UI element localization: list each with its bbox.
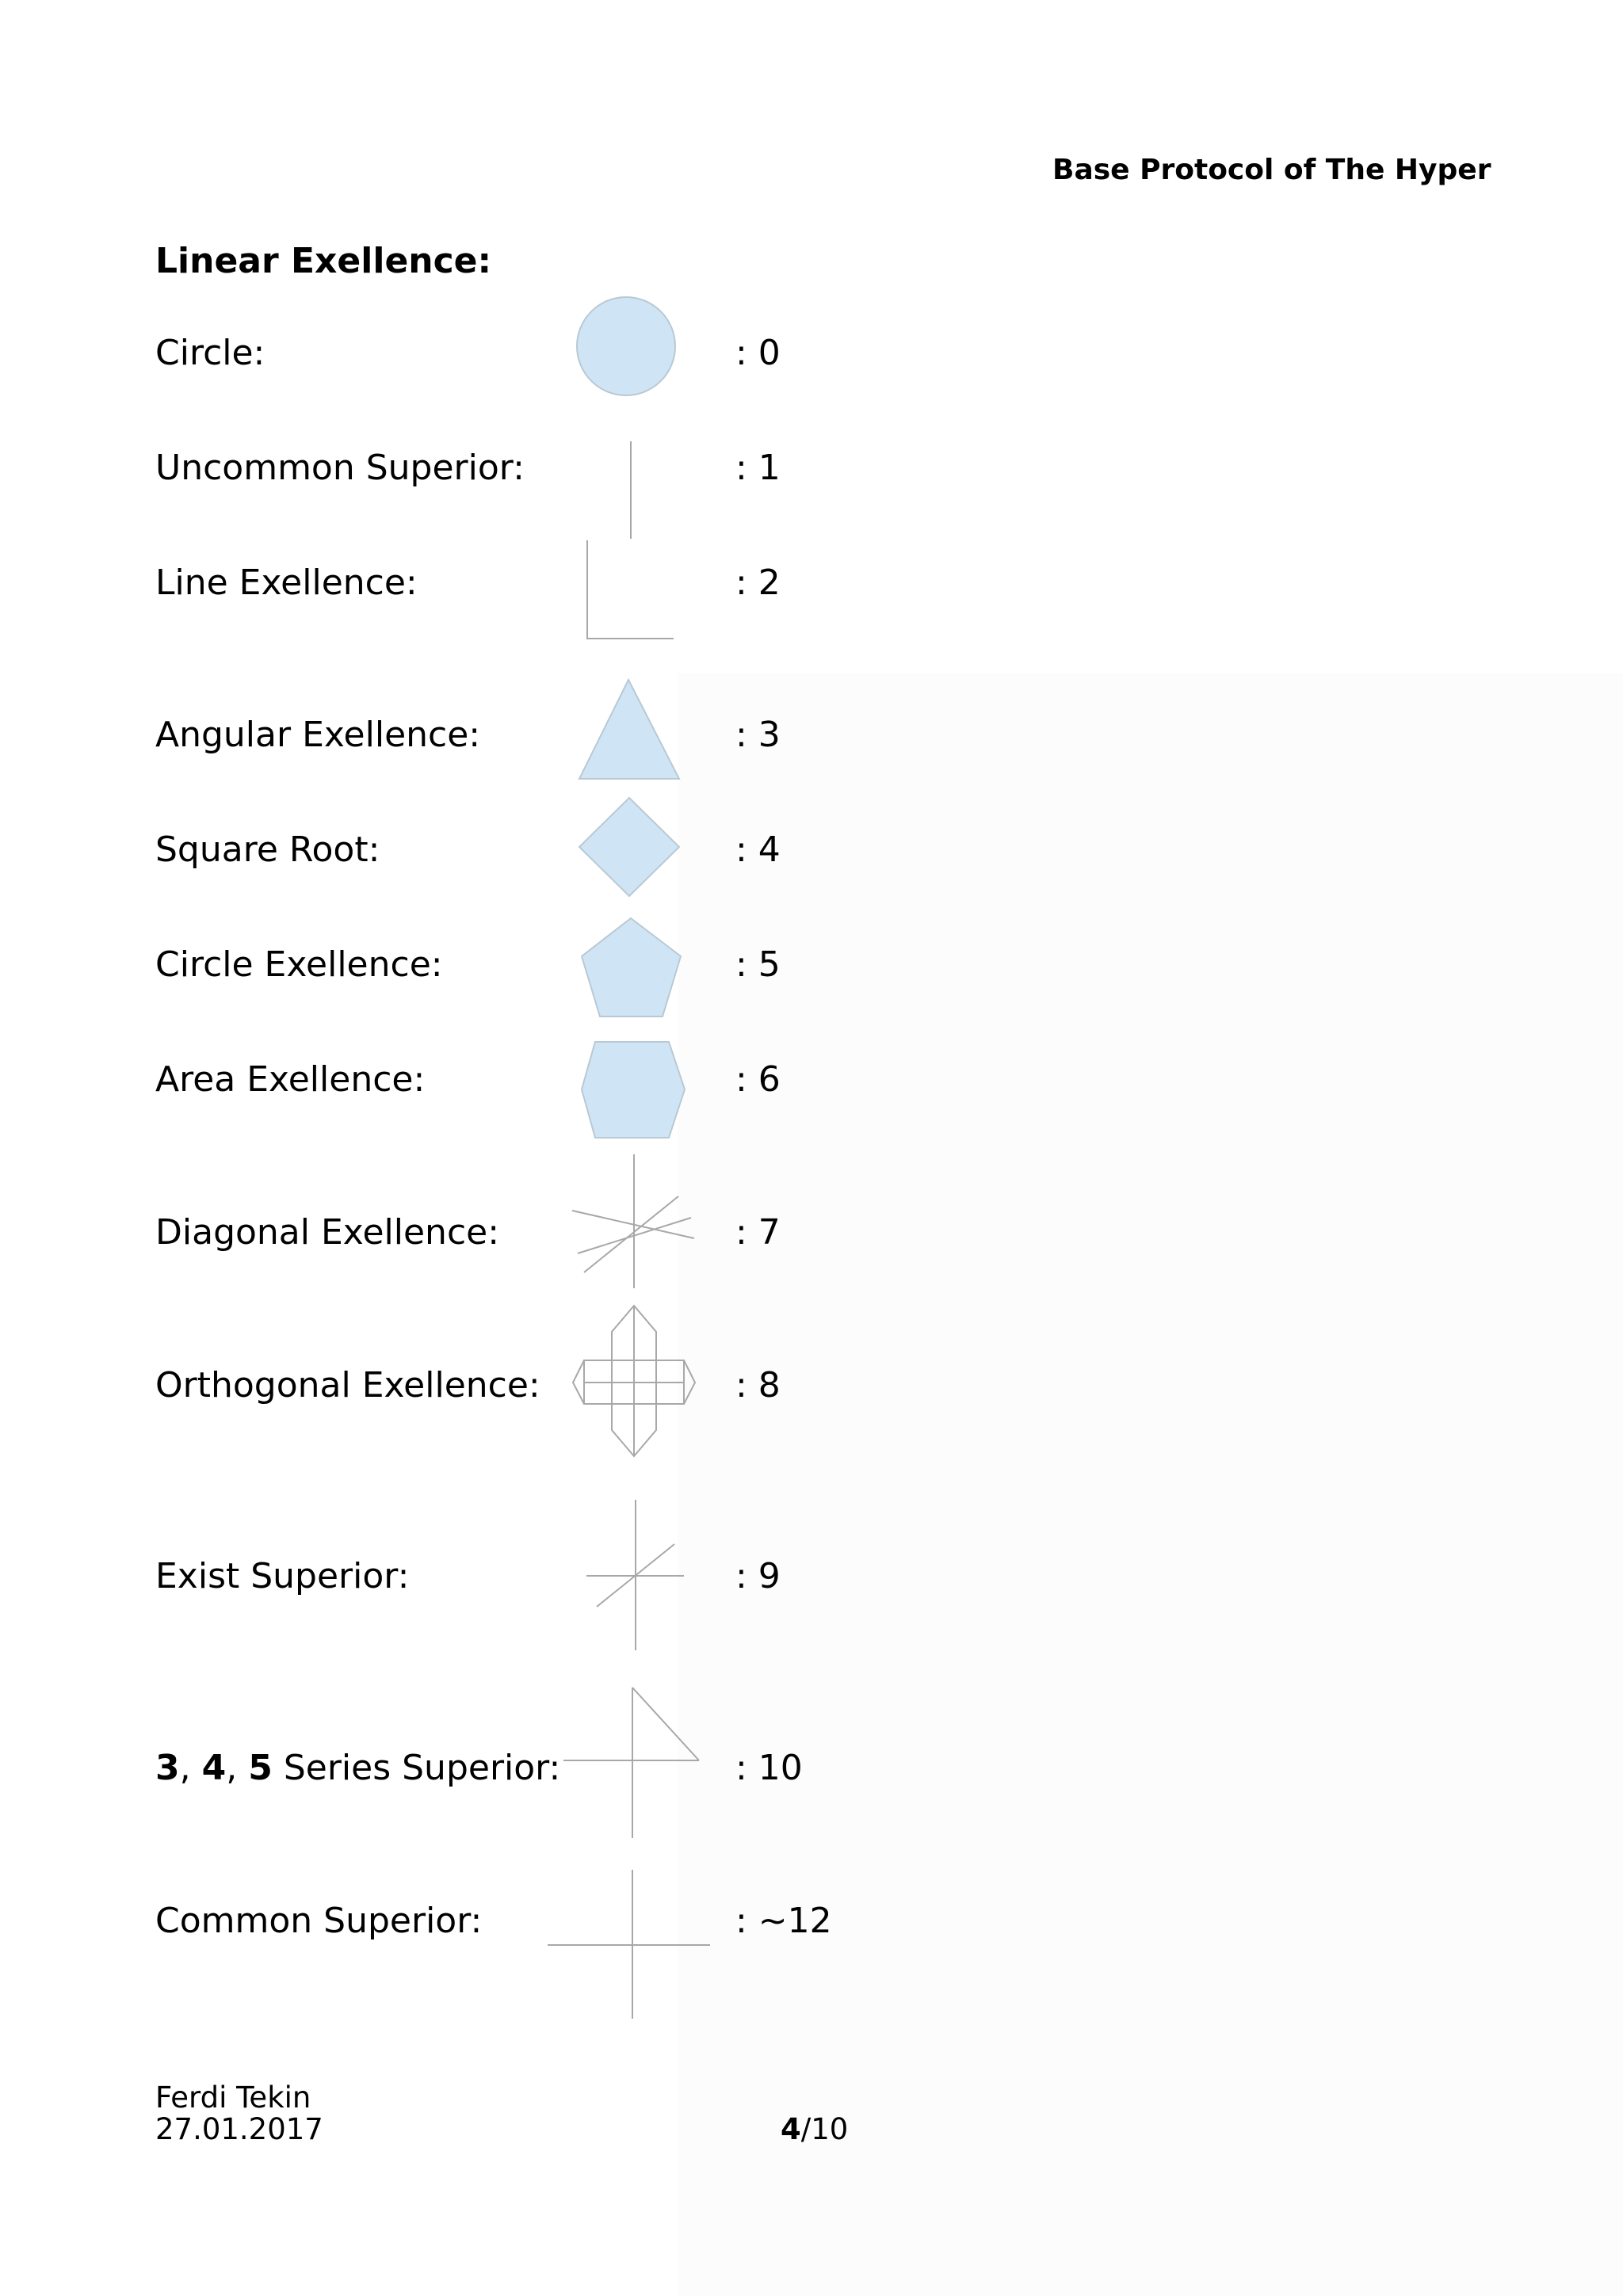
page-number	[781, 2112, 848, 2146]
row-label-exist-superior: Exist Superior:	[155, 1556, 410, 1596]
star-lines-icon	[572, 1154, 694, 1288]
row-value-exist-superior: : 9	[735, 1556, 781, 1596]
series-number-4: 4	[201, 1748, 227, 1788]
row-label-line-exellence: Line Exellence:	[155, 563, 418, 603]
row-value-series-superior: : 10	[735, 1748, 803, 1788]
grid-crystal-icon	[573, 1306, 695, 1456]
row-label-area-exellence: Area Exellence:	[155, 1059, 426, 1100]
row-label-angular-exellence: Angular Exellence:	[155, 715, 481, 755]
series-separator-2: ,	[226, 1748, 249, 1788]
cross-diagonal-icon	[586, 1500, 684, 1650]
row-value-uncommon-superior: : 1	[735, 448, 781, 488]
row-value-orthogonal-exellence: : 8	[735, 1365, 781, 1405]
row-label-square-root: Square Root:	[155, 830, 380, 870]
cross-icon	[548, 1870, 710, 2019]
row-value-square-root: : 4	[735, 830, 781, 870]
header-title: Base Protocol of The Hyper	[1052, 154, 1491, 186]
row-label-orthogonal-exellence: Orthogonal Exellence:	[155, 1365, 540, 1405]
right-angle-icon	[587, 540, 674, 639]
hexagon-icon	[582, 1042, 685, 1138]
row-label-circle-exellence: Circle Exellence:	[155, 944, 443, 985]
row-value-common-superior: : ~12	[735, 1901, 832, 1941]
row-value-area-exellence: : 6	[735, 1059, 781, 1100]
row-label-common-superior: Common Superior:	[155, 1901, 483, 1941]
footer-author: Ferdi Tekin	[155, 2081, 311, 2115]
series-separator-1: ,	[179, 1748, 202, 1788]
series-number-5: 5	[248, 1748, 273, 1788]
row-value-circle-exellence: : 5	[735, 944, 781, 985]
page-current: 4	[781, 2112, 801, 2146]
row-label-uncommon-superior: Uncommon Superior:	[155, 448, 525, 488]
footer-date: 27.01.2017	[155, 2112, 323, 2146]
page-total: /10	[800, 2112, 849, 2146]
section-title: Linear Exellence:	[155, 241, 492, 281]
row-label-diagonal-exellence: Diagonal Exellence:	[155, 1212, 500, 1253]
row-value-line-exellence: : 2	[735, 563, 781, 603]
circle-icon	[577, 297, 675, 395]
row-value-angular-exellence: : 3	[735, 715, 781, 755]
row-value-diagonal-exellence: : 7	[735, 1212, 781, 1253]
pentagon-icon	[582, 918, 681, 1016]
diamond-icon	[579, 798, 679, 896]
series-label-rest: Series Superior:	[272, 1748, 561, 1788]
cross-triangle-icon	[563, 1688, 699, 1838]
row-value-circle: : 0	[735, 333, 781, 373]
series-number-3: 3	[155, 1748, 180, 1788]
triangle-icon	[579, 680, 679, 779]
row-label-circle: Circle:	[155, 333, 265, 373]
